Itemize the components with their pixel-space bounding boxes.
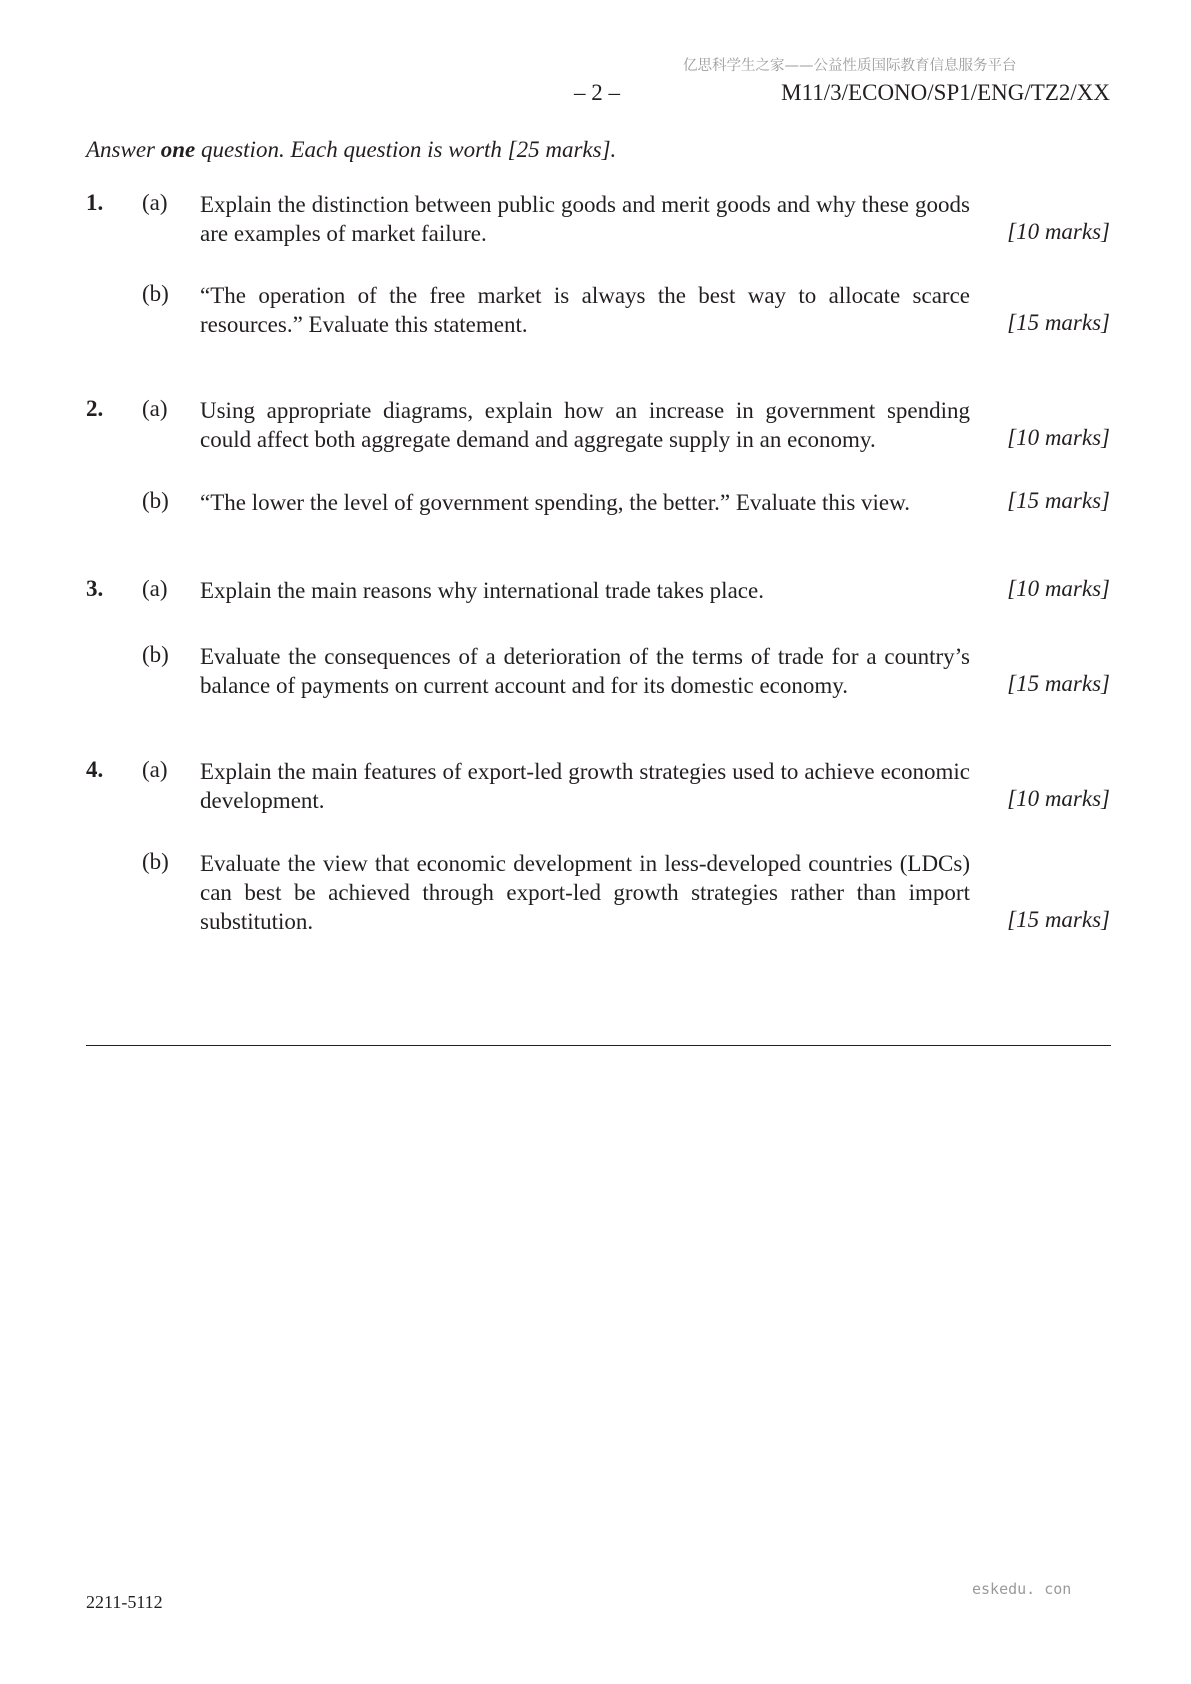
question-4a-text: Explain the main features of export-led growth strategies used to achieve economic development. (200, 759, 970, 813)
question-2b-text: “The lower the level of government spending, the better.” Evaluate this view. (200, 490, 910, 515)
instructions-after: question. Each question is worth [25 marks]. (195, 137, 617, 162)
question-4-number: 4. (86, 757, 104, 782)
question-1a-text: Explain the distinction between public goods and merit goods and why these goods are examples of market failure. (200, 192, 970, 246)
end-rule (86, 1045, 1111, 1046)
instructions (86, 137, 616, 163)
question-4b-marks: [15 marks] (1007, 907, 1110, 932)
question-4a-label: (a) (142, 757, 168, 782)
question-2b-marks: [15 marks] (1007, 488, 1110, 513)
question-3b-text: Evaluate the consequences of a deterioration of the terms of trade for a country’s balance of payments on current account and for its domestic economy. (200, 644, 970, 698)
instructions-emphasis: one (160, 137, 196, 162)
question-2-number: 2. (86, 396, 104, 421)
question-1a-marks: [10 marks] (1007, 219, 1110, 244)
question-3b-marks: [15 marks] (1007, 671, 1110, 696)
question-1b-marks: [15 marks] (1007, 310, 1110, 335)
question-3b-label: (b) (142, 642, 169, 667)
question-2a-text: Using appropriate diagrams, explain how an increase in government spending could affect both aggregate demand and aggregate supply in an economy. (200, 398, 970, 452)
question-1-number: 1. (86, 190, 104, 215)
question-2a-marks: [10 marks] (1007, 425, 1110, 450)
question-4b-label: (b) (142, 849, 169, 874)
question-1b-text: “The operation of the free market is always the best way to allocate scarce resources.” Evaluate this statement. (200, 283, 970, 337)
question-3-number: 3. (86, 576, 104, 601)
question-2b-label: (b) (142, 488, 169, 513)
question-3a-text: Explain the main reasons why international trade takes place. (200, 578, 764, 603)
paper-code: M11/3/ECONO/SP1/ENG/TZ2/XX (781, 80, 1110, 105)
question-4b-text: Evaluate the view that economic development in less-developed countries (LDCs) can best be achieved through export-led growth strategies rather than import substitution. (200, 851, 970, 934)
document-number: 2211-5112 (86, 1592, 163, 1612)
instructions-before: Answer (86, 137, 161, 162)
question-2a-label: (a) (142, 396, 168, 421)
question-3a-label: (a) (142, 576, 168, 601)
question-1b-label: (b) (142, 281, 169, 306)
question-3a-marks: [10 marks] (1007, 576, 1110, 601)
question-1a-label: (a) (142, 190, 168, 215)
question-4a-marks: [10 marks] (1007, 786, 1110, 811)
watermark-bottom: eskedu. con (972, 1580, 1072, 1598)
page-number: – 2 – (574, 80, 620, 105)
watermark-top: 亿思科学生之家——公益性质国际教育信息服务平台 (683, 58, 1017, 74)
